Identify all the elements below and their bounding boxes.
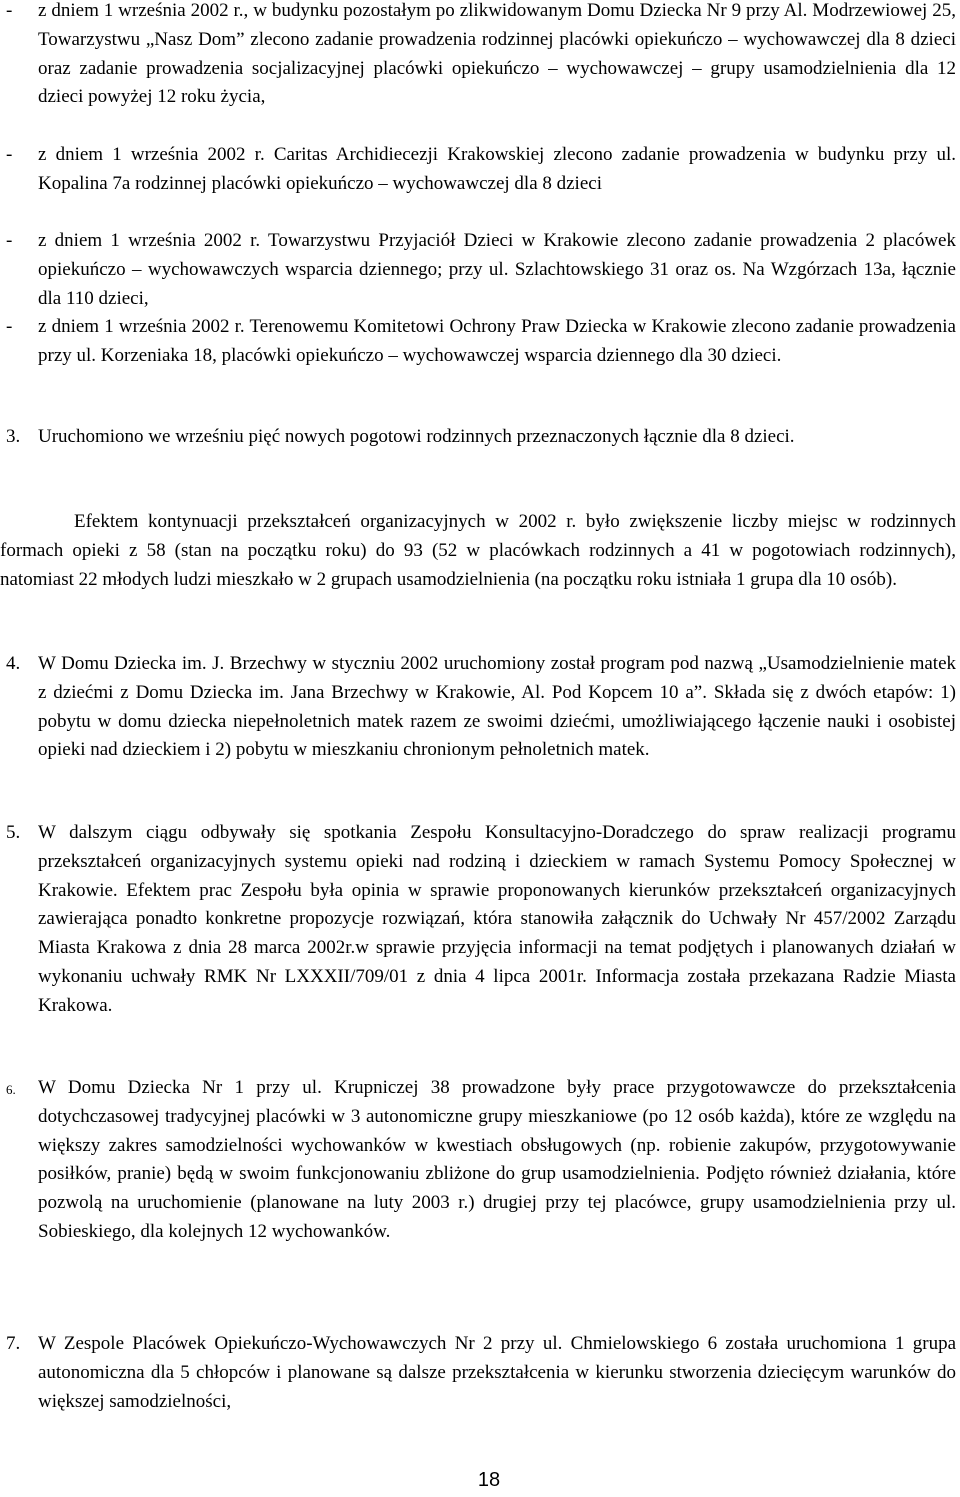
item-text: W Domu Dziecka im. J. Brzechwy w styczniu 2002 uruchomiony został program pod nazwą „Usamodzielnienie matek z dziećmi z Domu Dziecka im. Jana Brzechwy w Krakowie, Al. Pod Kopcem 10 a”. Składa się z dwóch etapów: 1) pobytu w domu dziecka niepełnoletnich matek razem ze swoimi dziećmi, umożliwiającego łączenie nauki i osobistej opieki nad dzieckiem i 2) pobytu w mieszkaniu chronionym pełnoletnich matek. [38, 653, 956, 761]
numbered-item-6 [0, 1074, 956, 1247]
item-text: W Zespole Placówek Opiekuńczo-Wychowawczych Nr 2 przy ul. Chmielowskiego 6 została uruchomiona 1 grupa autonomiczna dla 5 chłopców i planowane są dalsze przekształcenia w kierunku stworzenia dziecięcym warunków do większej samodzielności, [38, 1333, 956, 1412]
item-number: 3. [6, 426, 21, 447]
numbered-item-5 [0, 819, 956, 1021]
item-text: W dalszym ciągu odbywały się spotkania Zespołu Konsultacyjno-Doradczego do spraw realizacji programu przekształceń organizacyjnych systemu opieki nad rodziną i dzieckiem w ramach Systemu Pomocy Społecznej w Krakowie. Efektem prac Zespołu była opinia w sprawie proponowanych kierunków przekształceń organizacyjnych zawierająca ponadto konkretne propozycje rozwiązań, która stanowiła załącznik do Uchwały Nr 457/2002 Zarządu Miasta Krakowa z dnia 28 marca 2002r.w sprawie przyjęcia informacji na temat podjętych i planowanych działań w wykonaniu uchwały RMK Nr LXXXII/709/01 z dnia 4 lipca 2001r. Informacja została przekazana Radzie Miasta Krakowa. [38, 822, 956, 1016]
list-item [0, 141, 956, 199]
item-text: W Domu Dziecka Nr 1 przy ul. Krupniczej 38 prowadzone były prace przygotowawcze do przekształcenia dotychczasowej tradycyjnej placówki w 3 autonomiczne grupy mieszkaniowe (po 12 osób każda), które ze względu na większy zakres samodzielności wychowanków w kwestiach obsługowych (np. robienie zakupów, przygotowywanie posiłków, pranie) będą w swoim funkcjonowaniu zbliżone do grup usamodzielnienia. Podjęto również działania, które pozwolą na uruchomienie (planowane na luty 2003 r.) drugiej przy tej placówce, grupy usamodzielnienia przy ul. Sobieskiego, dla kolejnych 12 wychowanków. [38, 1077, 956, 1242]
item-number: 5. [6, 822, 21, 843]
dash-marker: - [6, 0, 13, 21]
dash-marker: - [6, 316, 13, 337]
item-number: 4. [6, 653, 21, 674]
list-item [0, 227, 956, 313]
dash-marker: - [6, 230, 13, 251]
numbered-item-7 [0, 1330, 956, 1416]
numbered-item-3 [0, 423, 956, 452]
dash-marker: - [6, 144, 13, 165]
list-item-text: z dniem 1 września 2002 r. Caritas Archidiecezji Krakowskiej zlecono zadanie prowadzenia w budynku przy ul. Kopalina 7a rodzinnej placówki opiekuńczo – wychowawczej dla 8 dzieci [38, 144, 956, 194]
numbered-item-4 [0, 650, 956, 765]
list-item [0, 313, 956, 371]
effect-paragraph: Efektem kontynuacji przekształceń organizacyjnych w 2002 r. było zwiększenie liczby miejsc w rodzinnych formach opieki z 58 (stan na początku roku) do 93 (52 w placówkach rodzinnych a 41 w pogotowiach rodzinnych), natomiast 22 młodych ludzi mieszkało w 2 grupach usamodzielnienia (na początku roku istniała 1 grupa dla 10 osób). [0, 511, 956, 590]
item-text: Uruchomiono we wrześniu pięć nowych pogotowi rodzinnych przeznaczonych łącznie dla 8 dzieci. [38, 426, 795, 447]
item-number: 7. [6, 1333, 21, 1354]
list-item [0, 0, 956, 112]
list-item-text: z dniem 1 września 2002 r. Terenowemu Komitetowi Ochrony Praw Dziecka w Krakowie zlecono zadanie prowadzenia przy ul. Korzeniaka 18, placówki opiekuńczo – wychowawczej wsparcia dziennego dla 30 dzieci. [38, 316, 956, 366]
list-item-text: z dniem 1 września 2002 r., w budynku pozostałym po zlikwidowanym Domu Dziecka Nr 9 przy Al. Modrzewiowej 25, Towarzystwu „Nasz Dom” zlecono zadanie prowadzenia rodzinnej placówki opiekuńczo – wychowawczej dla 8 dzieci oraz zadanie prowadzenia socjalizacyjnej placówki opiekuńczo – wychowawczej – grupy usamodzielnienia dla 12 dzieci powyżej 12 roku życia, [38, 0, 956, 108]
item-number: 6. [6, 1082, 16, 1097]
list-item-text: z dniem 1 września 2002 r. Towarzystwu Przyjaciół Dzieci w Krakowie zlecono zadanie prowadzenia 2 placówek opiekuńczo – wychowawczych wsparcia dziennego; przy ul. Szlachtowskiego 31 oraz os. Na Wzgórzach 13a, łącznie dla 110 dzieci, [38, 230, 956, 309]
page-number: 18 [477, 1469, 501, 1491]
